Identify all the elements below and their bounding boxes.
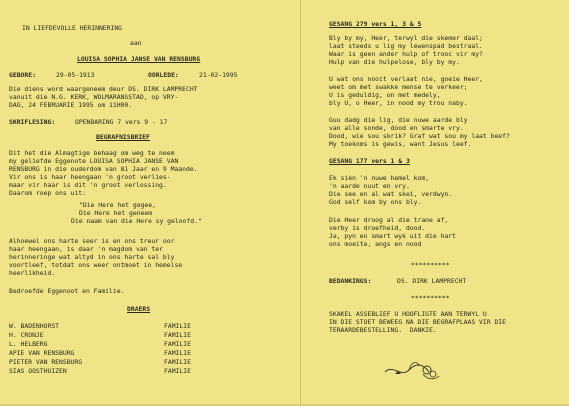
draer-name: H. CRONJE (9, 331, 44, 339)
skriflesing-label: SKRIFLESING: (9, 118, 56, 126)
letter-line-1: Dit het die Almagtige behaag om weg te neem (9, 149, 175, 157)
gesang2-title: GESANG 177 vers 1 & 3 (329, 157, 410, 165)
draer-relation: FAMILIE (164, 322, 191, 330)
bedroefde-text: Bedroefde Eggenoot en Familie. (9, 287, 125, 295)
service-line-2: vanuit die N.G. KERK, WOLMARANSSTAD, op VRY- (9, 93, 179, 101)
gesang1-v1-line: laat steeds u lig my lewenspad bestraal. (329, 42, 483, 50)
oorlede-date: 21-02-1995 (199, 71, 238, 79)
letter-line-6: Daarom roep ons uit: (9, 189, 86, 197)
gesang2-v1-line: Ek sien 'n nuwe hemel kom, (329, 174, 430, 182)
paragraph2-line-3: herinneringe wat altyd in ons harte sal bly (9, 253, 175, 261)
gesang2-v1-line: Die see en al wat skei, verdwyn. (329, 190, 453, 198)
gesang1-v1-line: Bly by my, Heer, terwyl die skemer daal; (329, 34, 483, 42)
service-line-1: Die diens word waargeneem deur DS. DIRK LAMPRECHT (9, 85, 198, 93)
gesang1-v2-line: U wat ons nooit verlaat nie, goeie Heer, (329, 75, 483, 83)
quote-line-3: Die naam van die Here sy geloofd." (71, 217, 202, 225)
gesang1-v3-line: Guu dadg die lig, die nuwe aarde bly (329, 116, 468, 124)
bedankings-label: BEDANKINGS: (329, 277, 372, 285)
gesang2-v2-line: ons moeite, angs en nood (329, 240, 422, 248)
draer-name: PIETER VAN RENSBURG (9, 358, 83, 366)
gesang1-title: GESANG 279 vers 1, 3 & 5 (329, 20, 422, 28)
stars-divider-2: ********** (411, 294, 450, 302)
draer-relation: FAMILIE (164, 367, 191, 375)
gebore-date: 29-05-1913 (56, 71, 95, 79)
gesang1-v3-line: My toekoms is gewis, want Jesus leef. (329, 140, 472, 148)
paragraph2-line-2: haar heengaan, is daar 'n magdom van ter (9, 245, 163, 253)
paragraph2-line-5: heerlikheid. (9, 269, 56, 277)
memorial-heading: IN LIEFDEVOLLE HERINNERING (22, 24, 123, 32)
gebore-label: GEBORE: (9, 71, 36, 79)
draers-title: DRAERS (127, 305, 151, 313)
bedankings-value: DS. DIRK LAMPRECHT (397, 277, 467, 285)
gesang1-v3-line: van alle sonde, dood en smarte vry. (329, 124, 464, 132)
quote-line-1: "Die Here het gegee, (79, 201, 156, 209)
draer-relation: FAMILIE (164, 349, 191, 357)
begrafnisbrief-title: BEGRAFNISBRIEF (96, 133, 150, 141)
gesang1-v2-line: U is geduldig, on met medely, (329, 91, 441, 99)
closing-line-1: SKAKEL ASSEBLIEF U HOOFLIGTE AAN TERWYL U (329, 310, 487, 318)
gesang2-v1-line: God self kom by ons bly. (329, 198, 422, 206)
gesang1-v2-line: bly U, o Heer, in nood my trou naby. (329, 99, 468, 107)
closing-line-3: TERAARDEBESTELLING. DANKIE. (329, 326, 437, 334)
gesang2-v2-line: Die Heer droog al die trane af, (329, 216, 449, 224)
closing-line-2: IN DIE STOET BEWEEG NA DIE BEGRAFPLAAS VIR DIE (329, 318, 506, 326)
gesang1-v3-line: Dood, wie sou skrik? Graf wat sou my laat beef? (329, 132, 510, 140)
service-line-3: DAG, 24 FEBRUARIE 1995 om 11H00. (9, 101, 133, 109)
draer-name: APIE VAN RENSBURG (9, 349, 75, 357)
floral-ornament-icon (383, 354, 443, 384)
paragraph2-line-4: voortleef, totdat ons weer ontmoet in hemelse (9, 261, 183, 269)
skriflesing-value: OPENBARING 7 vers 9 - 17 (75, 118, 168, 126)
gesang2-v1-line: 'n aarde nuut en vry. (329, 182, 410, 190)
gesang1-v2-line: weet om met swakke mense te verkeer; (329, 83, 468, 91)
gesang2-v2-line: verby is droefheid, dood. (329, 224, 426, 232)
draer-name: W. BADENHORST (9, 322, 60, 330)
draer-relation: FAMILIE (164, 358, 191, 366)
draer-relation: FAMILIE (164, 331, 191, 339)
oorlede-label: OORLEDE: (148, 71, 179, 79)
right-panel (301, 0, 569, 406)
deceased-name: LOUISA SOPHIA JANSE VAN RENSBURG (77, 55, 201, 63)
draer-name: L. HELBERG (9, 340, 48, 348)
stars-divider-1: ********** (411, 261, 450, 269)
gesang2-v2-line: Ja, pyn en smart wyk uit die hart (329, 232, 456, 240)
draer-relation: FAMILIE (164, 340, 191, 348)
letter-line-5: maar vir haar is dit 'n groot verlossing. (9, 181, 167, 189)
aan-text: aan (130, 39, 142, 47)
letter-line-4: Vir ons is haar heengaan 'n groot verlies- (9, 173, 171, 181)
letter-line-3: RENSBURG in die ouderdom van 81 Jaar en 9 Maande. (9, 165, 198, 173)
paragraph2-line-1: Alhoewel ons harte seer is en ons treur oor (9, 237, 175, 245)
gesang1-v1-line: Hulp van die hulpelose, bly by my. (329, 58, 460, 66)
gesang1-v1-line: Waar is geen ander hulp of trooc vir my? (329, 50, 483, 58)
quote-line-2: Die Here het geneem (79, 209, 153, 217)
draer-name: SIAS OOSTHUIZEN (9, 367, 67, 375)
letter-line-2: my geliefde Eggenote LOUISA SOPHIA JANSE VAN (9, 157, 179, 165)
